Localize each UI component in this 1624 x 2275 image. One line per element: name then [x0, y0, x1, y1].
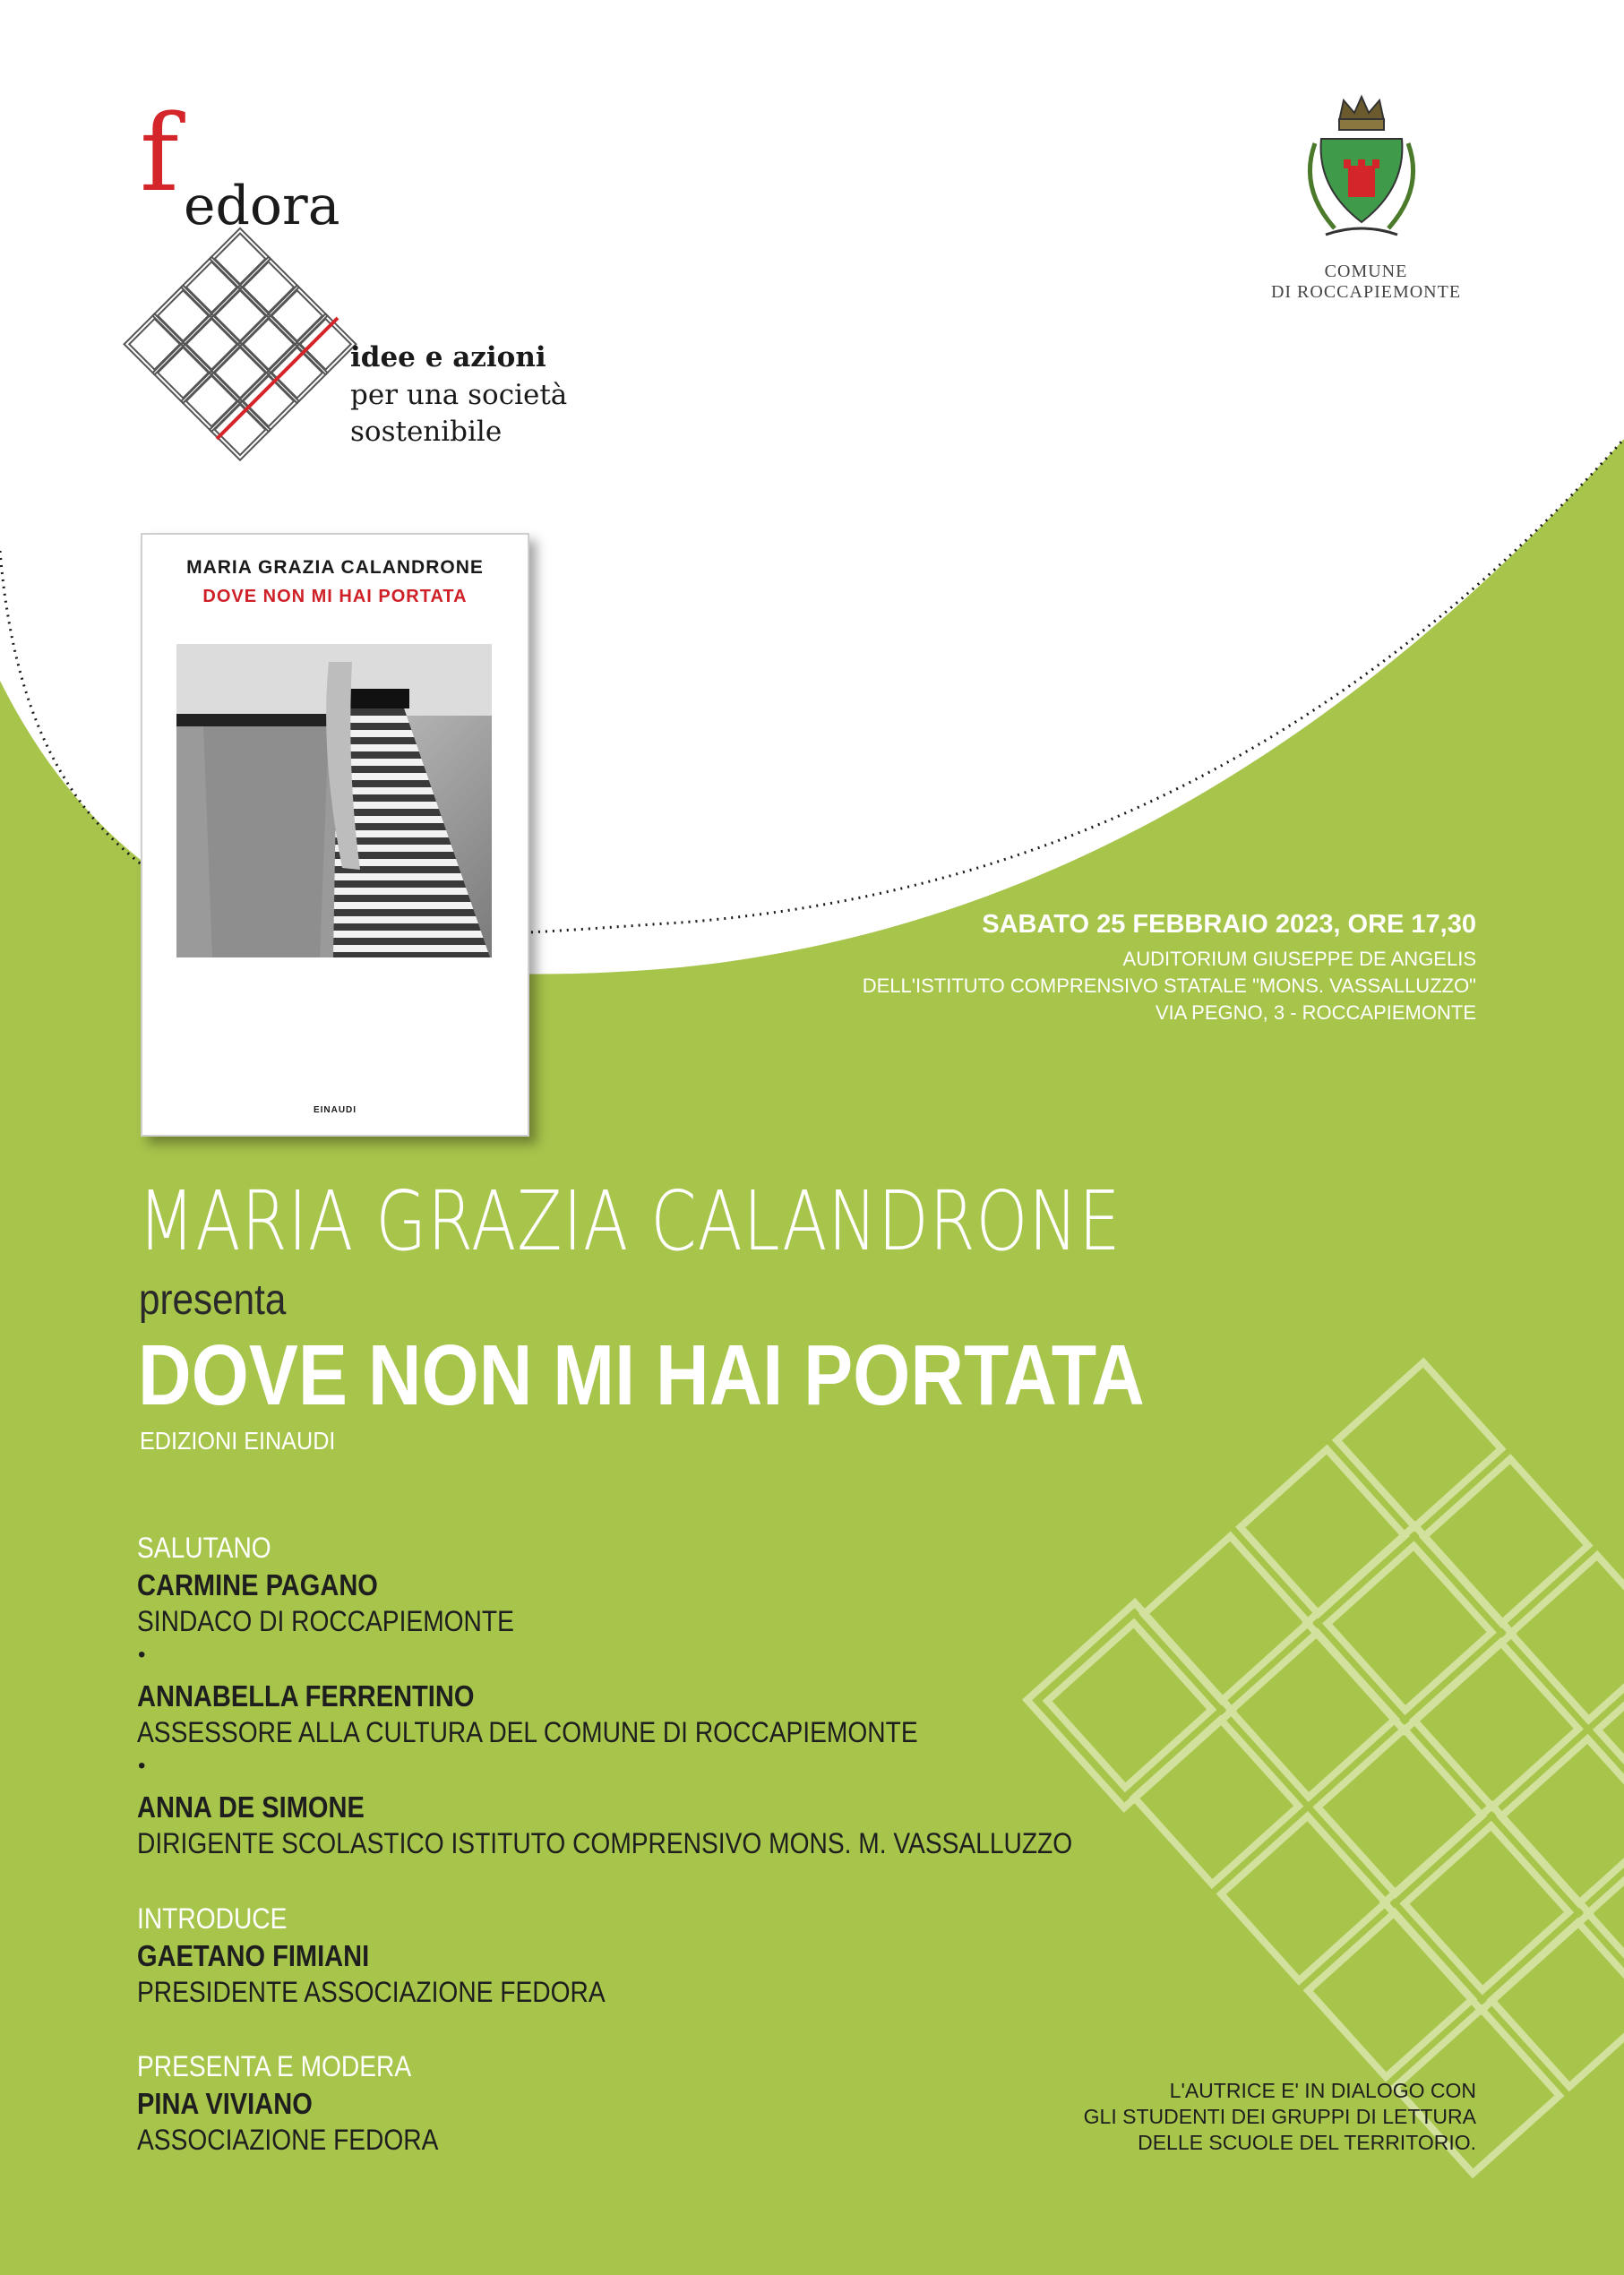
fedora-tagline-3: sostenibile [350, 416, 503, 448]
program-label-salutano: SALUTANO [137, 1532, 271, 1564]
headline-publisher: EDIZIONI EINAUDI [140, 1427, 336, 1455]
speaker-role: PRESIDENTE ASSOCIAZIONE FEDORA [137, 1976, 606, 2008]
fedora-logo-letter: f [140, 91, 179, 215]
note-line-3: DELLE SCUOLE DEL TERRITORIO. [1138, 2131, 1476, 2154]
event-date: SABATO 25 FEBBRAIO 2023, ORE 17,30 [982, 910, 1476, 939]
note-line-2: GLI STUDENTI DEI GRUPPI DI LETTURA [1083, 2105, 1476, 2128]
speaker-name: GAETANO FIMIANI [137, 1939, 370, 1972]
speaker-role: ASSESSORE ALLA CULTURA DEL COMUNE DI ROCCAPIEMONTE [137, 1716, 918, 1748]
event-venue-line-2: DELL'ISTITUTO COMPRENSIVO STATALE "MONS. VASSALLUZZO" [862, 974, 1476, 997]
speaker-role: SINDACO DI ROCCAPIEMONTE [137, 1605, 514, 1637]
headline-author: MARIA GRAZIA CALANDRONE [138, 1173, 1121, 1269]
event-venue-line-3: VIA PEGNO, 3 - ROCCAPIEMONTE [1155, 1001, 1476, 1024]
book-cover-publisher: EINAUDI [313, 1105, 357, 1115]
book-cover [141, 533, 529, 1137]
headline-verb: presenta [139, 1276, 287, 1324]
comune-line-2: DI ROCCAPIEMONTE [1270, 282, 1462, 302]
book-cover-photo [176, 644, 492, 957]
speaker-name: ANNABELLA FERRENTINO [137, 1679, 475, 1713]
speaker-role: ASSOCIAZIONE FEDORA [137, 2124, 439, 2156]
speaker-name: CARMINE PAGANO [137, 1568, 378, 1601]
book-cover-author: MARIA GRAZIA CALANDRONE [186, 557, 484, 578]
headline-title: DOVE NON MI HAI PORTATA [138, 1327, 1145, 1423]
speaker-name: PINA VIVIANO [137, 2087, 313, 2120]
fedora-tagline-1: idee e azioni [350, 341, 546, 373]
program-label-modera: PRESENTA E MODERA [137, 2050, 412, 2082]
speaker-role: DIRIGENTE SCOLASTICO ISTITUTO COMPRENSIVO MONS. M. VASSALLUZZO [137, 1827, 1073, 1859]
book-cover-title: DOVE NON MI HAI PORTATA [202, 587, 468, 606]
event-venue-line-1: AUDITORIUM GIUSEPPE DE ANGELIS [1122, 948, 1476, 970]
comune-line-1: COMUNE [1324, 262, 1408, 281]
fedora-tagline-2: per una società [350, 379, 568, 411]
speaker-name: ANNA DE SIMONE [137, 1790, 365, 1824]
note-line-1: L'AUTRICE E' IN DIALOGO CON [1169, 2079, 1476, 2102]
separator-bullet: • [138, 1643, 146, 1667]
fedora-logo-wordmark: edora [184, 175, 340, 237]
separator-bullet: • [138, 1754, 146, 1778]
program-label-introduce: INTRODUCE [137, 1902, 288, 1935]
